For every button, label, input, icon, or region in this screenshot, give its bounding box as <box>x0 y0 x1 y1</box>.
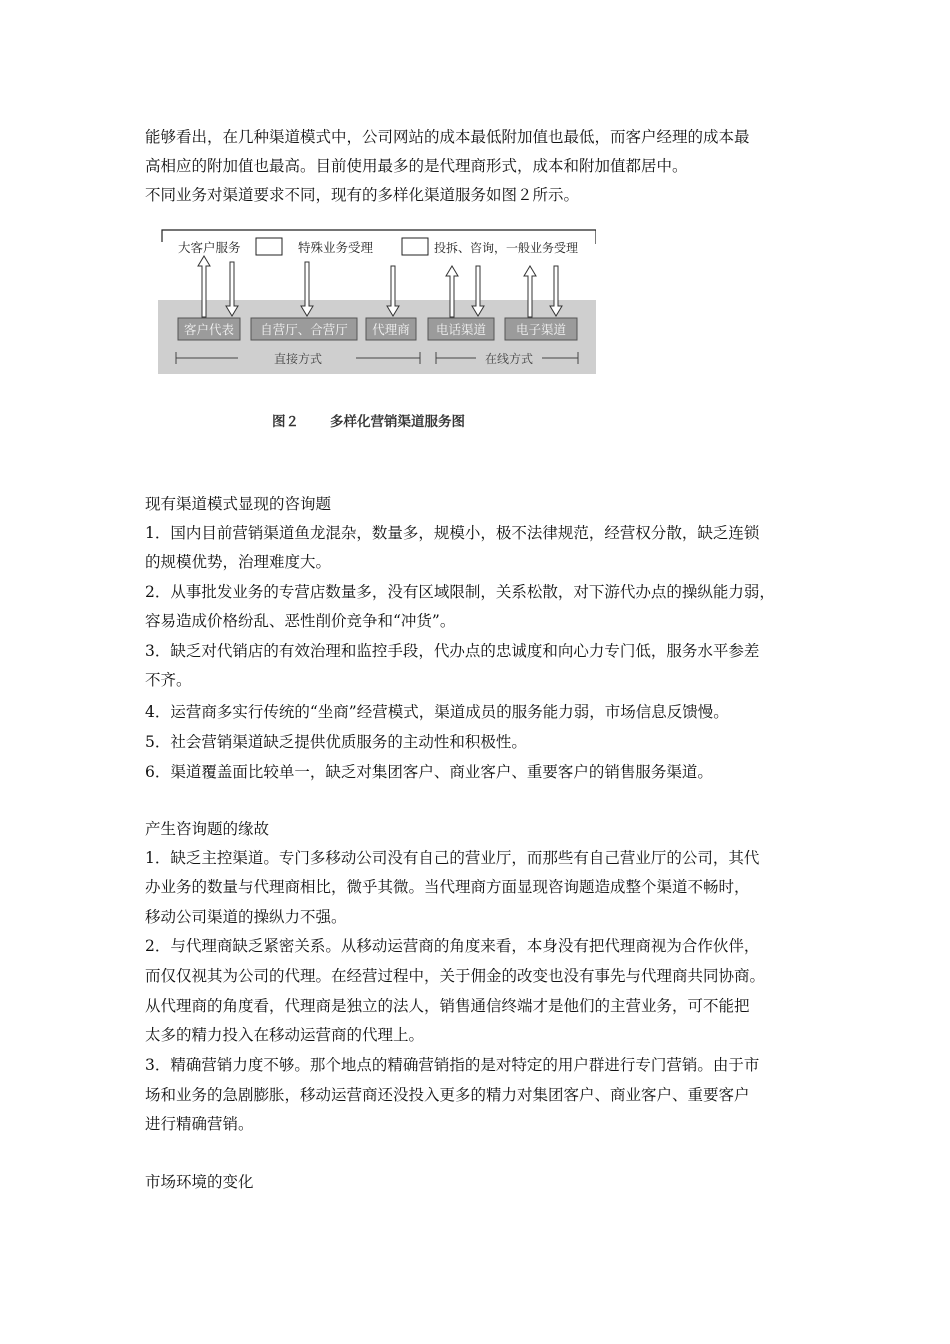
paragraph-line: 高相应的附加值也最高。目前使用最多的是代理商形式，成本和附加值都居中。 <box>145 157 688 175</box>
channel-label-0: 客户代表 <box>183 322 235 337</box>
section-heading: 产生咨询题的缘故 <box>145 820 270 838</box>
paragraph-line: 场和业务的急剧膨胀，移动运营商还没投入更多的精力对集团客户、商业客户、重要客户 <box>145 1086 750 1104</box>
paragraph-line: 1．国内目前营销渠道鱼龙混杂，数量多，规模小，极不法律规范，经营权分散，缺乏连锁 <box>145 524 760 542</box>
section-heading: 现有渠道模式显现的咨询题 <box>145 495 332 513</box>
channel-label-2: 代理商 <box>372 322 410 337</box>
group-label-online: 在线方式 <box>484 352 534 366</box>
paragraph-line: 从代理商的角度看，代理商是独立的法人，销售通信终端才是他们的主营业务，可不能把 <box>145 997 750 1015</box>
paragraph-line: 而仅仅视其为公司的代理。在经营过程中，关于佣金的改变也没有事先与代理商共同协商。 <box>145 967 766 985</box>
paragraph-line: 2．从事批发业务的专营店数量多，没有区域限制，关系松散，对下游代办点的操纵能力弱， <box>145 583 775 601</box>
down-arrow-icon <box>550 266 562 316</box>
figure-caption-number: 图２ <box>272 414 299 430</box>
paragraph-line: 不同业务对渠道要求不同，现有的多样化渠道服务如图２所示。 <box>145 186 580 204</box>
paragraph-line: 太多的精力投入在移动运营商的代理上。 <box>145 1026 425 1044</box>
paragraph-line: 6．渠道覆盖面比较单一，缺乏对集团客户、商业客户、重要客户的销售服务渠道。 <box>145 763 713 781</box>
channel-label-1: 自营厅、合营厅 <box>260 322 348 337</box>
paragraph-line: 1．缺乏主控渠道。专门多移动公司没有自己的营业厅，而那些有自己营业厅的公司，其代 <box>145 849 760 867</box>
paragraph-line: 3．精确营销力度不够。那个地点的精确营销指的是对特定的用户群进行专门营销。由于市 <box>145 1056 760 1074</box>
paragraph-line: 3．缺乏对代销店的有效治理和监控手段，代办点的忠诚度和向心力专门低，服务水平参差 <box>145 642 760 660</box>
figure-caption-text: 多样化营销渠道服务图 <box>330 414 465 430</box>
section-heading: 市场环境的变化 <box>145 1173 254 1191</box>
paragraph-line: 能够看出，在几种渠道模式中，公司网站的成本最低附加值也最低，而客户经理的成本最 <box>145 128 750 146</box>
paragraph-line: 2．与代理商缺乏紧密关系。从移动运营商的角度来看，本身没有把代理商视为合作伙伴， <box>145 937 760 955</box>
down-arrow-icon <box>387 266 399 316</box>
channel-label-4: 电子渠道 <box>515 322 567 337</box>
paragraph-line: 办业务的数量与代理商相比，微乎其微。当代理商方面显现咨询题造成整个渠道不畅时， <box>145 878 750 896</box>
channel-label-3: 电话渠道 <box>435 322 487 337</box>
down-arrow-icon <box>226 262 238 316</box>
top-label-0: 大客户服务 <box>178 240 241 255</box>
bracket-box <box>256 238 282 255</box>
channel-diagram <box>158 222 596 374</box>
paragraph-line: 4．运营商多实行传统的“坐商”经营模式，渠道成员的服务能力弱，市场信息反馈慢。 <box>145 703 729 721</box>
paragraph-line: 不齐。 <box>145 671 192 689</box>
paragraph-line: 容易造成价格纷乱、恶性削价竞争和“冲货”。 <box>145 612 456 630</box>
bracket-box <box>402 238 428 255</box>
down-arrow-icon <box>472 266 484 316</box>
top-label-1: 特殊业务受理 <box>298 240 374 255</box>
group-label-direct: 直接方式 <box>273 352 323 366</box>
paragraph-line: 5．社会营销渠道缺乏提供优质服务的主动性和积极性。 <box>145 733 527 751</box>
paragraph-line: 的规模优势，治理难度大。 <box>145 553 332 571</box>
paragraph-line: 移动公司渠道的操纵力不强。 <box>145 908 347 926</box>
down-arrow-icon <box>301 262 313 316</box>
top-label-2: 投拆、咨询，一般业务受理 <box>434 241 579 255</box>
paragraph-line: 进行精确营销。 <box>145 1115 254 1133</box>
